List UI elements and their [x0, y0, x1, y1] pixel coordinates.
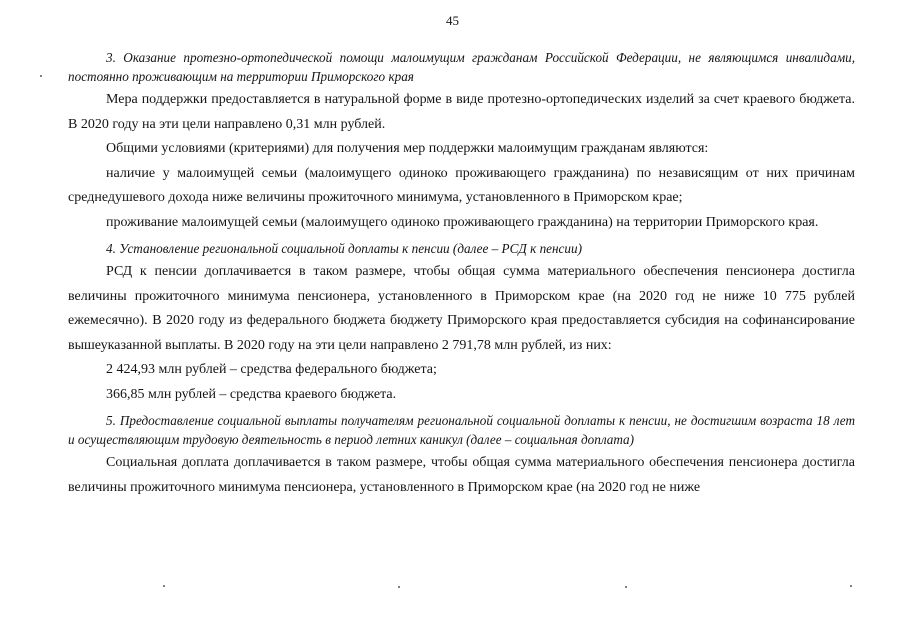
- section-5-heading: 5. Предоставление социальной выплаты получателям региональной социальной доплаты к пенсии, не достигшим возраста 18 лет и осуществляющим трудовую деятельность в период летних каникул (далее – социальная доплата): [68, 413, 855, 447]
- scan-speck: [40, 75, 42, 77]
- page-number: 45: [446, 13, 459, 28]
- scan-speck: [625, 586, 627, 588]
- section-4-heading: 4. Установление региональной социальной доплаты к пенсии (далее – РСД к пенсии): [106, 241, 582, 256]
- scan-speck: [163, 585, 165, 587]
- section-3-paragraph-1: Мера поддержки предоставляется в натуральной форме в виде протезно-ортопедических изделий за счет краевого бюджета. В 2020 году на эти цели направлено 0,31 млн рублей.: [68, 92, 855, 132]
- page-content: [68, 48, 855, 500]
- section-3-paragraph-3: наличие у малоимущей семьи (малоимущего одиноко проживающего гражданина) по независящим от них причинам среднедушевого дохода ниже величины прожиточного минимума, установленного в Приморском крае;: [68, 165, 855, 205]
- section-4-paragraph-1: РСД к пенсии доплачивается в таком размере, чтобы общая сумма материального обеспечения пенсионера достигла величины прожиточного минимума пенсионера, установленного в Приморском крае (на 2020 год не ниже 10 775 рублей ежемесячно). В 2020 году из федерального бюджета бюджету Приморского края предоставляется субсидия на софинансирование вышеуказанной выплаты. В 2020 году на эти цели направлено 2 791,78 млн рублей, из них:: [68, 264, 855, 353]
- section-4-federal-budget-line: 2 424,93 млн рублей – средства федерального бюджета;: [106, 362, 437, 377]
- section-3-paragraph-2: Общими условиями (критериями) для получения мер поддержки малоимущим гражданам являются:: [106, 141, 709, 156]
- section-3-paragraph-4: проживание малоимущей семьи (малоимущего одиноко проживающего гражданина) на территории Приморского края.: [106, 214, 819, 230]
- scan-speck: [398, 586, 400, 588]
- section-3-heading: 3. Оказание протезно-ортопедической помощи малоимущим гражданам Российской Федерации, не являющимся инвалидами, постоянно проживающим на территории Приморского края: [68, 50, 855, 84]
- section-5-paragraph-1: Социальная доплата доплачивается в таком размере, чтобы общая сумма материального обеспечения пенсионера достигла величины прожиточного минимума пенсионера, установленного в Приморском крае (на 2020 год не ниже: [68, 455, 855, 495]
- scan-speck: [850, 585, 852, 587]
- section-4-regional-budget-line: 366,85 млн рублей – средства краевого бюджета.: [106, 386, 397, 402]
